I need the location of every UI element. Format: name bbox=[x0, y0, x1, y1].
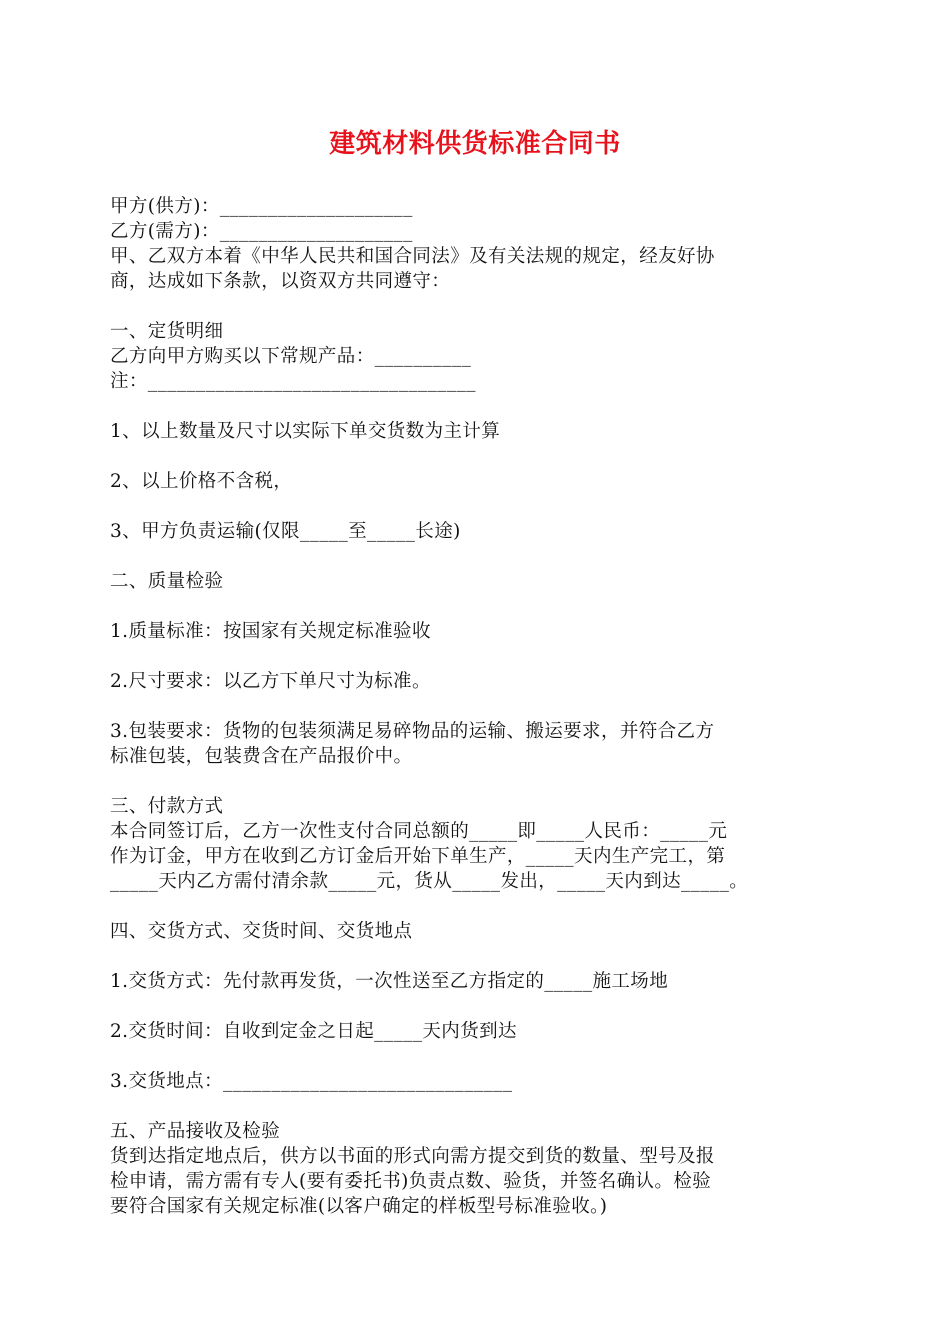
text-line: 1.质量标准：按国家有关规定标准验收 bbox=[110, 621, 431, 642]
text-line: 1.交货方式：先付款再发货，一次性送至乙方指定的_____施工场地 bbox=[110, 971, 669, 992]
text-line: 甲、乙双方本着《中华人民共和国合同法》及有关法规的规定，经友好协 bbox=[110, 246, 715, 267]
blank-line bbox=[110, 944, 842, 969]
text-line: 2.尺寸要求：以乙方下单尺寸为标准。 bbox=[110, 671, 431, 692]
blank-line bbox=[110, 594, 842, 619]
text-line: 1、以上数量及尺寸以实际下单交货数为主计算 bbox=[110, 421, 501, 442]
text-line: 一、定货明细 bbox=[110, 321, 224, 342]
text-line: 标准包装，包装费含在产品报价中。 bbox=[110, 746, 413, 767]
text-line: 五、产品接收及检验 bbox=[110, 1121, 281, 1142]
document-body bbox=[110, 194, 842, 1219]
text-line: 注：__________________________________ bbox=[110, 371, 476, 392]
text-line: 2、以上价格不含税， bbox=[110, 471, 293, 492]
blank-line bbox=[110, 694, 842, 719]
text-line: 乙方(需方)：____________________ bbox=[110, 221, 413, 242]
blank-line bbox=[110, 294, 842, 319]
text-line: 2.交货时间：自收到定金之日起_____天内货到达 bbox=[110, 1021, 517, 1042]
blank-line bbox=[110, 544, 842, 569]
blank-line bbox=[110, 769, 842, 794]
blank-line bbox=[110, 1044, 842, 1069]
text-line: 本合同签订后，乙方一次性支付合同总额的_____即_____人民币：_____元 bbox=[110, 821, 728, 842]
text-line: 三、付款方式 bbox=[110, 796, 224, 817]
text-line: 检申请，需方需有专人(要有委托书)负责点数、验货，并签名确认。检验 bbox=[110, 1171, 712, 1192]
text-line: 3.包装要求：货物的包装须满足易碎物品的运输、搬运要求，并符合乙方 bbox=[110, 721, 715, 742]
blank-line bbox=[110, 444, 842, 469]
text-line: 乙方向甲方购买以下常规产品：__________ bbox=[110, 346, 472, 367]
text-line: 二、质量检验 bbox=[110, 571, 224, 592]
blank-line bbox=[110, 1094, 842, 1119]
text-line: 商，达成如下条款，以资双方共同遵守： bbox=[110, 271, 451, 292]
text-line: 甲方(供方)：____________________ bbox=[110, 196, 413, 217]
text-line: 四、交货方式、交货时间、交货地点 bbox=[110, 921, 413, 942]
text-line: _____天内乙方需付清余款_____元，货从_____发出，_____天内到达_____。 bbox=[110, 871, 749, 892]
text-line: 作为订金，甲方在收到乙方订金后开始下单生产，_____天内生产完工，第 bbox=[110, 846, 726, 867]
text-line: 3.交货地点：______________________________ bbox=[110, 1071, 513, 1092]
text-line: 货到达指定地点后，供方以书面的形式向需方提交到货的数量、型号及报 bbox=[110, 1146, 715, 1167]
blank-line bbox=[110, 994, 842, 1019]
blank-line bbox=[110, 394, 842, 419]
blank-line bbox=[110, 894, 842, 919]
blank-line bbox=[110, 494, 842, 519]
document-title: 建筑材料供货标准合同书 bbox=[329, 129, 621, 159]
text-line: 3、甲方负责运输(仅限_____至_____长途) bbox=[110, 521, 461, 542]
text-line: 要符合国家有关规定标准(以客户确定的样板型号标准验收。) bbox=[110, 1196, 608, 1217]
blank-line bbox=[110, 644, 842, 669]
